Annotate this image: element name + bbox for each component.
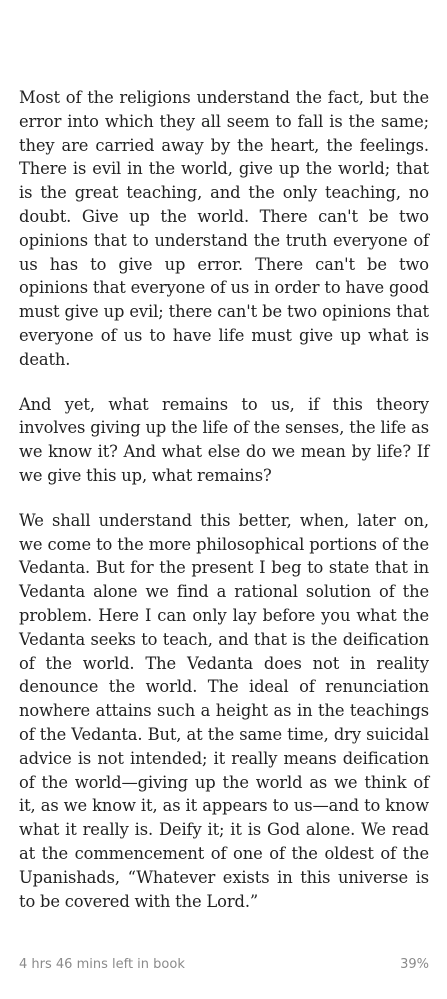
time-left-in-book[interactable]: 4 hrs 46 mins left in book: [19, 957, 185, 972]
reading-progress-footer[interactable]: [19, 957, 429, 977]
paragraph: And yet, what remains to us, if this theory involves giving up the life of the senses, the life as we know it? And what else do we mean by life? If we give this up, what remains?: [19, 394, 429, 485]
paragraph: Most of the religions understand the fact, but the error into which they all seem to fall is the same; they are carried away by the heart, the feelings. There is evil in the world, give up the world; that is the great teaching, and the only teaching, no doubt. Give up the world. There can't be two opinions that to understand the truth everyone of us has to give up error. There can't be two opinions that everyone of us in order to have good must give up evil; there can't be two opinions that everyone of us to have life must give up what is death.: [19, 88, 429, 369]
progress-percent: 39%: [400, 957, 429, 972]
paragraph: We shall understand this better, when, later on, we come to the more philosophical portions of the Vedanta. But for the present I beg to state that in Vedanta alone we find a rational solution of the problem. Here I can only lay before you what the Vedanta seeks to teach, and that is the deification of the world. The Vedanta does not in reality denounce the world. The ideal of renunciation nowhere attains such a height as in the teachings of the Vedanta. But, at the same time, dry suicidal advice is not intended; it really means deification of the world—giving up the world as we think of it, as we know it, as it appears to us—and to know what it really is. Deify it; it is God alone. We read at the commencement of one of the oldest of the Upanishads, “Whatever exists in this universe is to be covered with the Lord.”: [19, 510, 429, 911]
book-text: [19, 86, 429, 934]
